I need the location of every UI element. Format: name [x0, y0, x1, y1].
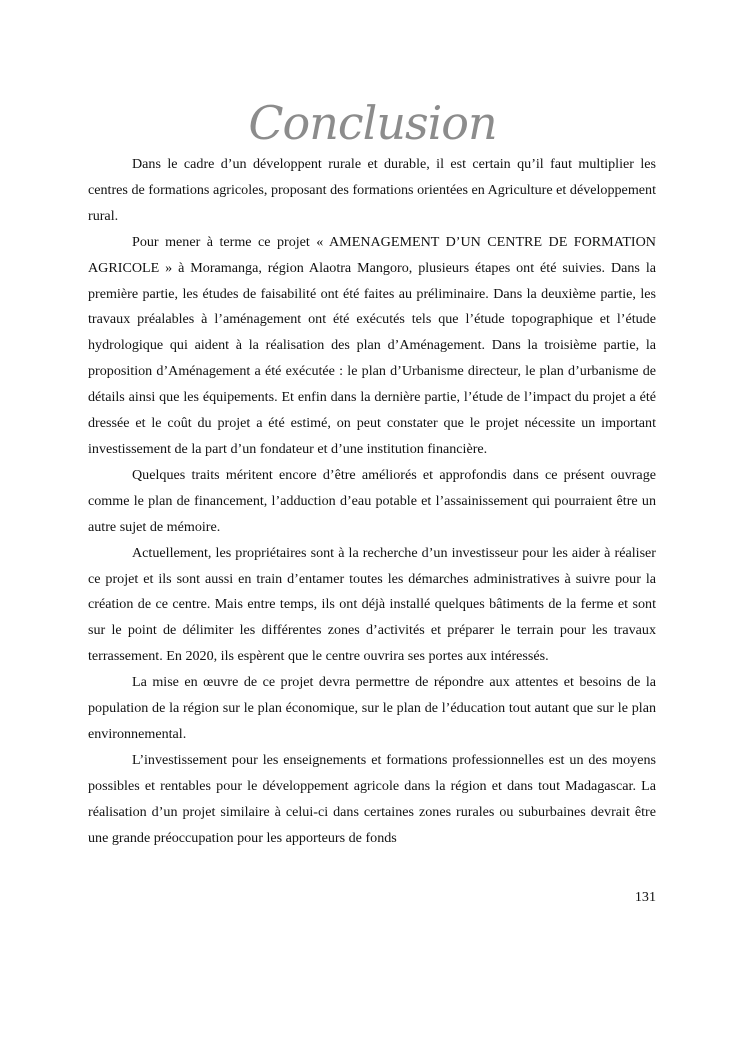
- paragraph-2: Pour mener à terme ce projet « AMENAGEMENT D’UN CENTRE DE FORMATION AGRICOLE » à Moramanga, région Alaotra Mangoro, plusieurs étapes ont été suivies. Dans la première partie, les études de faisabilité ont été faites au préliminaire. Dans la deuxième partie, les travaux préalables à l’aménagement ont été exécutés tels que l’étude topographique et l’étude hydrologique qui aident à la réalisation des plan d’Aménagement. Dans la troisième partie, la proposition d’Aménagement a été exécutée : le plan d’Urbanisme directeur, le plan d’urbanisme de détails ainsi que les équipements. Et enfin dans la dernière partie, l’étude de l’impact du projet a été dressée et le coût du projet a été estimé, on peut constater que le projet nécessite un important investissement de la part d’un fondateur et d’une institution financière.: [88, 233, 656, 457]
- paragraph-1: Dans le cadre d’un développent rurale et durable, il est certain qu’il faut multiplier les centres de formations agricoles, proposant des formations orientées en Agriculture et développement rural.: [88, 156, 656, 224]
- page-number: 131: [634, 889, 656, 905]
- paragraph-3: Quelques traits méritent encore d’être améliorés et approfondis dans ce présent ouvrage comme le plan de financement, l’adduction d’eau potable et l’assainissement qui pourraient être un autre sujet de mémoire.: [88, 466, 656, 535]
- paragraph-6: L’investissement pour les enseignements et formations professionnelles est un des moyens possibles et rentables pour le développement agricole dans la région et dans tout Madagascar. La réalisation d’un projet similaire à celui-ci dans certaines zones rurales ou suburbaines devrait être une grande préoccupation pour les apporteurs de fonds: [88, 751, 656, 846]
- conclusion-body: [88, 152, 656, 851]
- page-title: Conclusion: [248, 96, 497, 150]
- paragraph-5: La mise en œuvre de ce projet devra permettre de répondre aux attentes et besoins de la population de la région sur le plan économique, sur le plan de l’éducation tout autant que sur le plan environnemental.: [88, 674, 656, 742]
- paragraph-4: Actuellement, les propriétaires sont à la recherche d’un investisseur pour les aider à réaliser ce projet et ils sont aussi en train d’entamer toutes les démarches administratives à suivre pour la création de ce centre. Mais entre temps, ils ont déjà installé quelques bâtiments de la ferme et sont sur le point de délimiter les différentes zones d’activités et préparer le terrain pour les travaux terrassement. En 2020, ils espèrent que le centre ouvrira ses portes aux intéressés.: [88, 544, 656, 665]
